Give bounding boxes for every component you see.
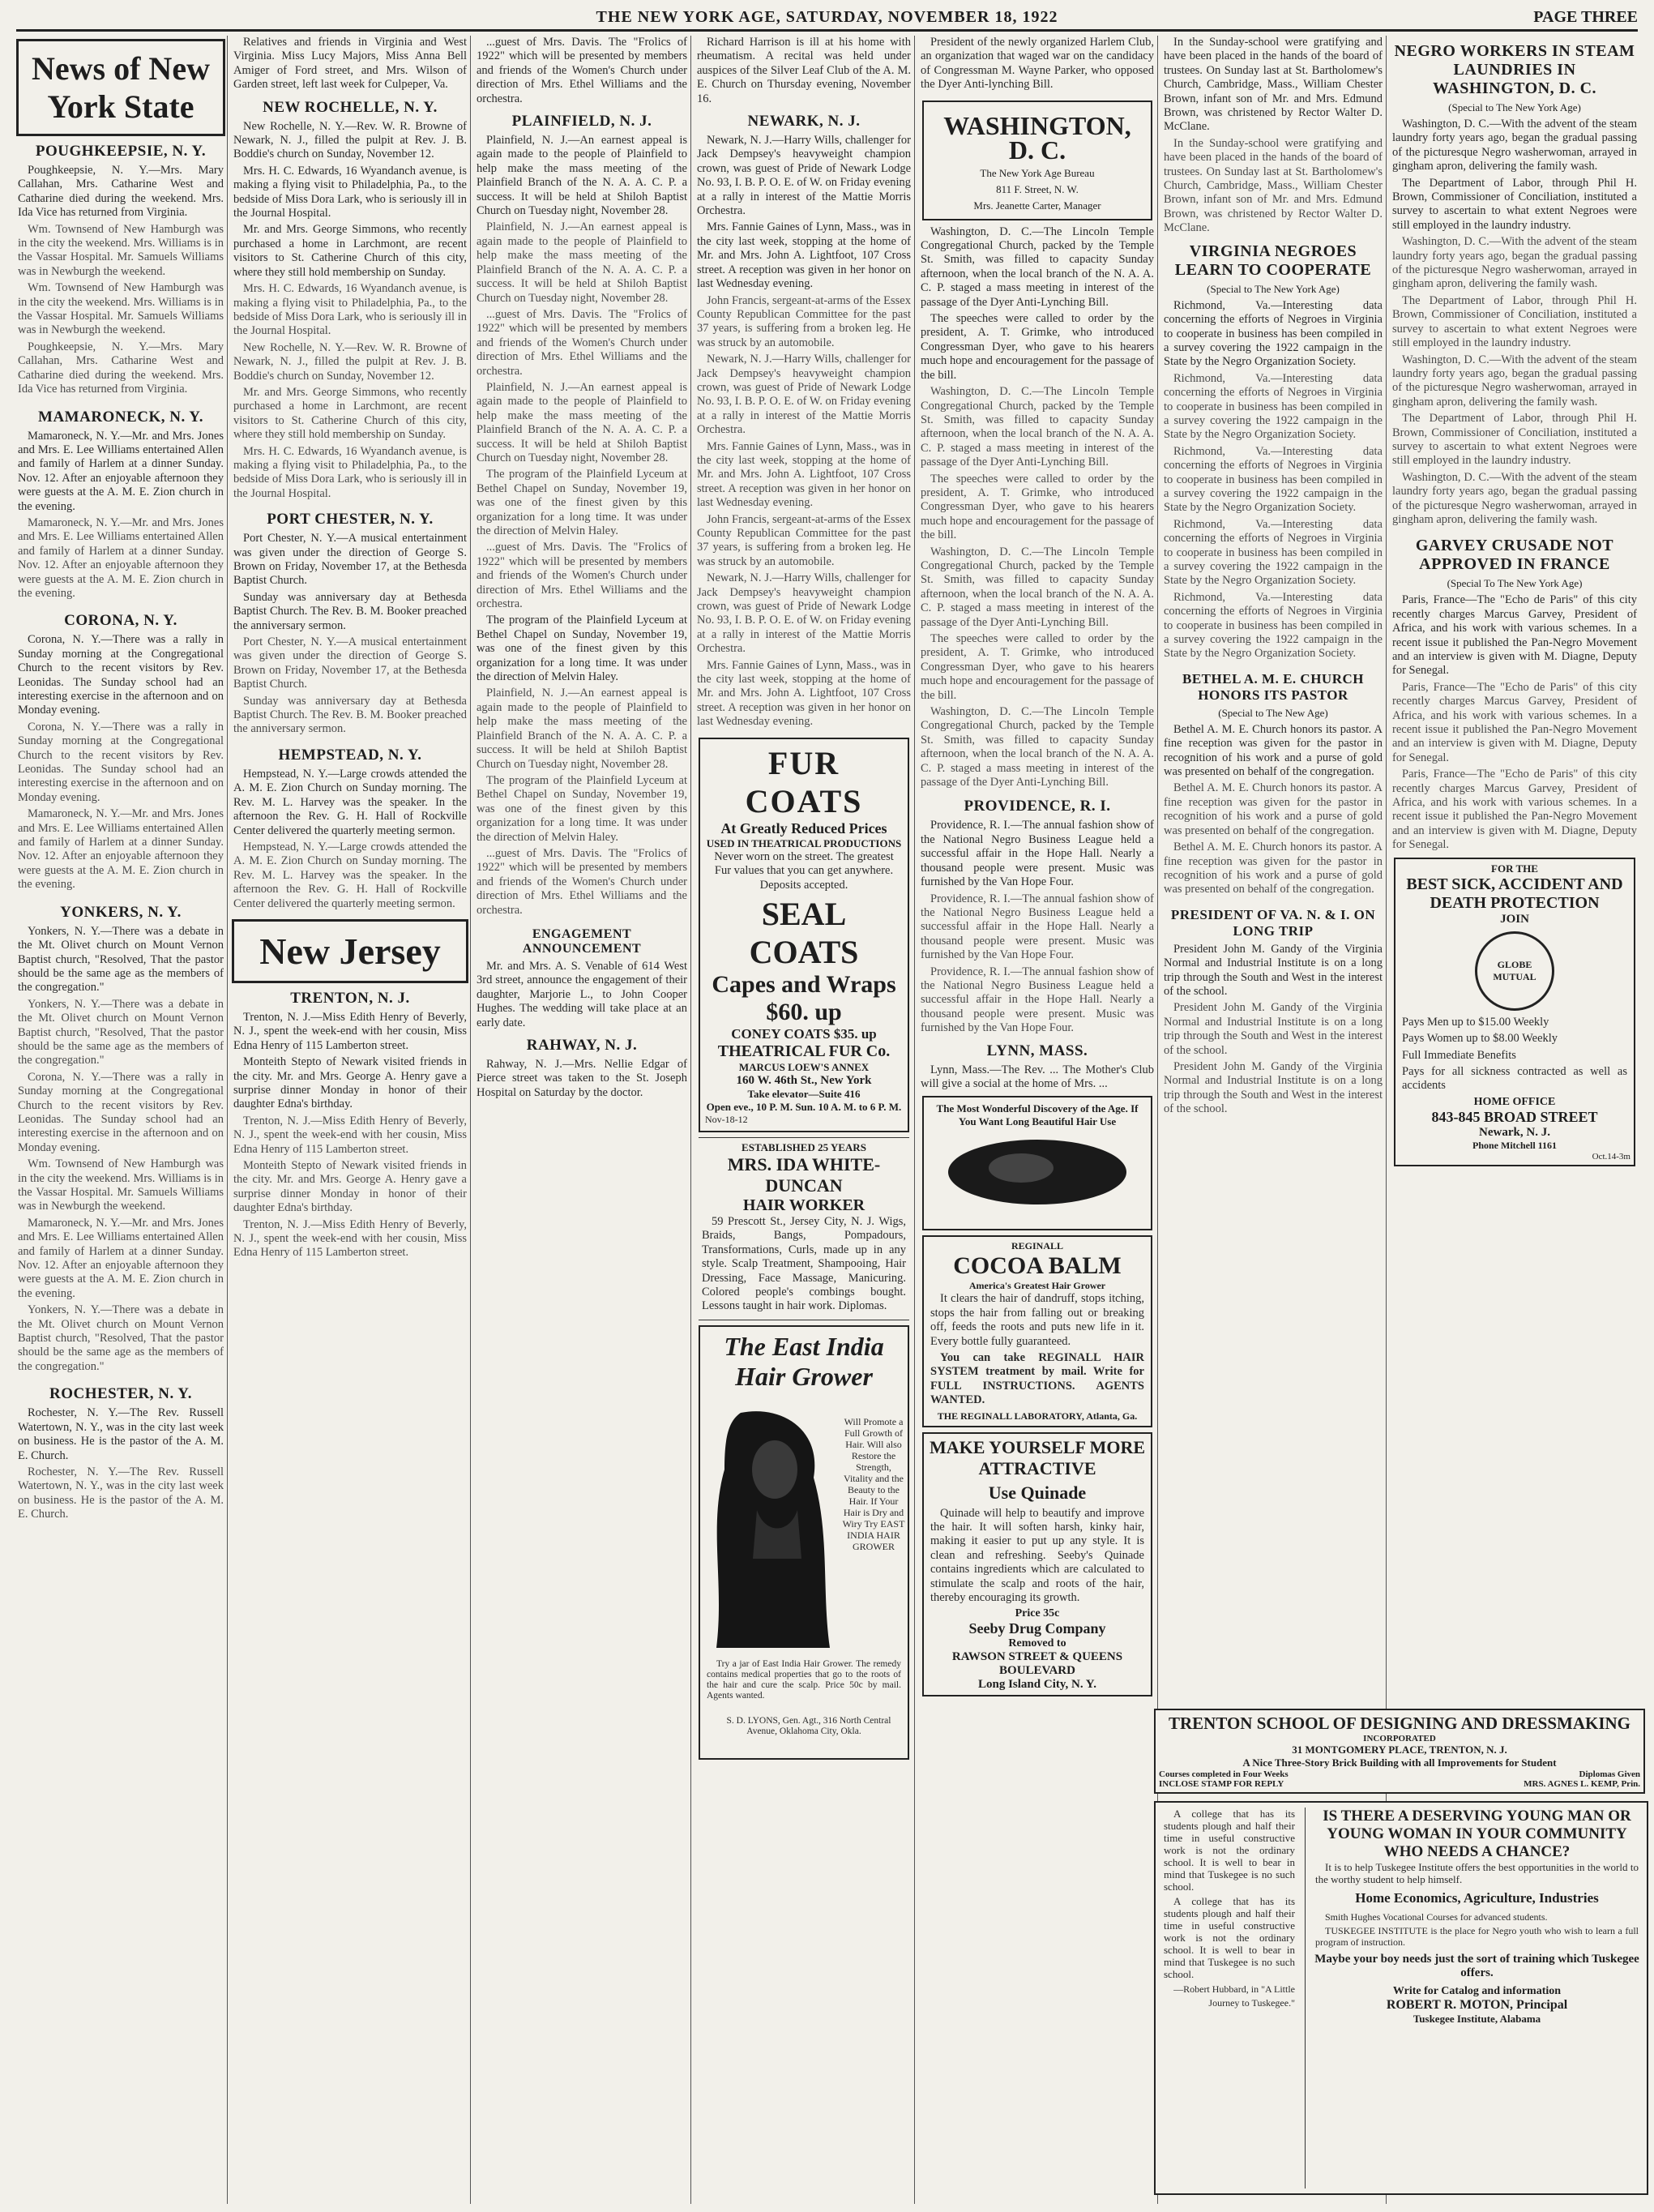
fur-elevator: Take elevator—Suite 416 — [747, 1087, 861, 1100]
article-washington-7: Washington, D. C.—The Lincoln Temple Congregational Church, packed by the Temple St. Smith, was filled to capacity Sunday afternoon, when the local branch of the N. A. A. C. P. staged a mass meeting in interest of the passage of the Dyer Anti-Lynching Bill. — [921, 705, 1154, 789]
tuskegee-section: Home Economics, Agriculture, Industries — [1355, 1890, 1599, 1906]
tuskegee-write: Write for Catalog and information — [1392, 1985, 1562, 1997]
article-washington-4: The speeches were called to order by the president, A. T. Grimke, who introduced Congressman Dyer, who gave to his hearers much hope and encouragement for the passage of the bill. — [921, 472, 1154, 542]
article-yonkers-5: Mamaroneck, N. Y.—Mr. and Mrs. Jones and Mrs. E. Lee Williams entertained Allen and family of Harlem at a dinner Sunday. Nov. 12. After an enjoyable afternoon they were guests at the A. M. E. Zion church in the evening. — [18, 1216, 224, 1300]
article-bethel-2: Bethel A. M. E. Church honors its pastor. A fine reception was given for the pastor in recognition of his work and a purse of gold was presented on behalf of the congregation. — [1164, 781, 1383, 837]
article-providence-2: Providence, R. I.—The annual fashion show of the National Negro Business League held a successful affair in the Hope Hall. Nearly a thousand people were present. Music was furnished by the Van Hope Four. — [921, 892, 1154, 962]
ad-tuskegee — [1154, 1801, 1648, 2195]
fur-address: 160 W. 46th St., New York — [736, 1073, 872, 1087]
quinade-body: Quinade will help to beautify and improve the hair. It will soften harsh, kinky hair, making it easier to put up any style. It is clean and refreshing. Seeby's Quinade contains ingredients which are calculated to stimulate the scalp and roots of the hair, thereby encouraging its growth. — [930, 1506, 1144, 1605]
article-col4-continued: Richard Harrison is ill at his home with rheumatism. A recital was held under auspices of the Silver Leaf Club of the A. M. E. Church on Thursday evening, November 16. — [697, 36, 911, 105]
cocoa-order: You can take REGINALL HAIR SYSTEM treatment by mail. Write for FULL INSTRUCTIONS. AGENTS WANTED. — [930, 1351, 1144, 1407]
heading-mamaroneck: MAMARONECK, N. Y. — [38, 408, 203, 426]
article-president-3: President John M. Gandy of the Virginia Normal and Industrial Institute is on a long trip through the South and West in the interest of the school. — [1164, 1059, 1383, 1116]
quinade-price: Price 35c — [1015, 1607, 1060, 1620]
ad-trenton-dressmaking — [1154, 1709, 1645, 1794]
article-yonkers-3: Corona, N. Y.—There was a rally in Sunday morning at the Congregational Church to the recent visitors by Rev. Leonidas. The Sunday school had an interesting exercise in the afternoon and on Monday evening. — [18, 1070, 224, 1154]
globe-seal-text: GLOBE MUTUAL — [1493, 958, 1536, 982]
article-hempstead-2: Hempstead, N. Y.—Large crowds attended the A. M. E. Zion Church on Sunday morning. The Rev. M. L. Harvey was the speaker. In the afternoon the Rev. G. H. Hall of Rockville Center delivered the quarterly meeting sermon. — [233, 840, 467, 910]
heading-newark: NEWARK, N. J. — [747, 113, 861, 130]
column-4 — [694, 36, 915, 2204]
article-plainfield-8: Plainfield, N. J.—An earnest appeal is again made to the people of Plainfield to help make the mass meeting of the Plainfield Branch of the N. A. A. C. P. a success. It will be held at Shiloh Baptist Church on Tuesday night, November 28. — [477, 687, 687, 771]
article-washington-1: Washington, D. C.—The Lincoln Temple Congregational Church, packed by the Temple St. Smith, was filled to capacity Sunday afternoon, when the local branch of the N. A. A. C. P. staged a mass meeting in interest of the passage of the Dyer Anti-Lynching Bill. — [921, 225, 1154, 309]
fur-capes-wraps: Capes and Wraps — [712, 970, 896, 998]
tuskegee-title: IS THERE A DESERVING YOUNG MAN OR YOUNG WOMAN IN YOUR COMMUNITY WHO NEEDS A CHANCE? — [1323, 1808, 1631, 1860]
heading-president: PRESIDENT OF VA. N. & I. ON LONG TRIP — [1170, 906, 1376, 939]
insurance-pay-men: Pays Men up to $15.00 Weekly — [1402, 1015, 1549, 1029]
ad-fur-coats — [699, 738, 909, 1132]
tuskegee-sign: ROBERT R. MOTON, Principal — [1386, 1998, 1568, 2012]
article-bethel-1: Bethel A. M. E. Church honors its pastor. A fine reception was given for the pastor in recognition of his work and a purse of gold was presented on behalf of the congregation. — [1164, 722, 1383, 779]
article-corona-1: Corona, N. Y.—There was a rally in Sunday morning at the Congregational Church to the recent visitors by Rev. Leonidas. The Sunday school had an interesting exercise in the afternoon and on Monday evening. — [18, 633, 224, 717]
article-rochester-2: Rochester, N. Y.—The Rev. Russell Watertown, N. Y., was in the city last week on business. He is the pastor of the A. M. E. Church. — [18, 1465, 224, 1521]
article-poughkeepsie-1: Poughkeepsie, N. Y.—Mrs. Mary Callahan, Mrs. Catharine West and Catharine died during the weekend. Mrs. Ida Vice has returned from Virginia. — [18, 164, 224, 220]
running-head-center: THE NEW YORK AGE, SATURDAY, NOVEMBER 18, 1922 — [596, 8, 1058, 26]
article-trenton-2: Monteith Stepto of Newark visited friends in the city. Mr. and Mrs. George A. Henry gave a surprise dinner Monday in honor of their daughter Edna's birthday. — [233, 1055, 467, 1111]
tuskegee-small-1: Smith Hughes Vocational Courses for advanced students. — [1325, 1911, 1548, 1923]
article-col2-continued: Relatives and friends in Virginia and West Virginia. Miss Lucy Majors, Miss Anna Bell Amiger of Ford street, and Mrs. Wilson of Garden street, left last week for Culpeper, Va. — [233, 36, 467, 92]
article-yonkers-6: Yonkers, N. Y.—There was a debate in the Mt. Olivet church on Mount Vernon Baptist church, "Resolved, That the pastor should be the same age as the members of the congregation." — [18, 1303, 224, 1373]
dress-inc: INCORPORATED — [1363, 1734, 1436, 1744]
article-newark-1: Newark, N. J.—Harry Wills, challenger for Jack Dempsey's heavyweight champion crown, was guest of Pride of Newark Lodge No. 93, I. B. P. O. E. of W. on Friday evening at a rally in interest of the Mattie Morris Orchestra. — [697, 134, 911, 218]
article-providence-3: Providence, R. I.—The annual fashion show of the National Negro Business League held a successful affair in the Hope Hall. Nearly a thousand people were present. Music was furnished by the Van Hope Four. — [921, 965, 1154, 1035]
article-garvey-1: Paris, France—The "Echo de Paris" of this city recently charges Marcus Garvey, President of Africa, and his work with various schemes. In a recent issue it published the Pan-Negro Movement and an interview is given with M. Diagne, Deputy for Senegal. — [1392, 593, 1637, 678]
article-garvey-2: Paris, France—The "Echo de Paris" of this city recently charges Marcus Garvey, President of Africa, and his work with various schemes. In a recent issue it published the Pan-Negro Movement and an interview is given with M. Diagne, Deputy for Senegal. — [1392, 680, 1637, 764]
news-of-nys-masthead: News of New York State — [16, 39, 225, 136]
article-newark-6: John Francis, sergeant-at-arms of the Essex County Republican Committee for the past 37 years, is suffering from a broken leg. He was struck by an automobile. — [697, 512, 911, 568]
fur-title: FUR COATS — [745, 744, 863, 819]
quinade-sub: Use Quinade — [988, 1482, 1087, 1503]
article-washington-5: Washington, D. C.—The Lincoln Temple Congregational Church, packed by the Temple St. Smith, was filled to capacity Sunday afternoon, when the local branch of the N. A. A. C. P. staged a mass meeting in interest of the passage of the Dyer Anti-Lynching Bill. — [921, 545, 1154, 629]
insurance-immediate: Full Immediate Benefits — [1402, 1048, 1516, 1062]
heading-yonkers: YONKERS, N. Y. — [60, 903, 182, 921]
article-poughkeepsie-4: Poughkeepsie, N. Y.—Mrs. Mary Callahan, Mrs. Catharine West and Catharine died during the weekend. Mrs. Ida Vice has returned from Virginia. — [18, 340, 224, 396]
article-washington-3: Washington, D. C.—The Lincoln Temple Congregational Church, packed by the Temple St. Smith, was filled to capacity Sunday afternoon, when the local branch of the N. A. A. C. P. staged a mass meeting in interest of the passage of the Dyer Anti-Lynching Bill. — [921, 385, 1154, 469]
ad-quinade — [922, 1432, 1152, 1697]
dress-courses: Courses completed in Four Weeks — [1159, 1769, 1289, 1779]
fur-line1: At Greatly Reduced Prices — [720, 819, 887, 836]
washington-header-box — [922, 101, 1152, 220]
east-india-fine: Try a jar of East India Hair Grower. The remedy contains medical properties that go to the roots of the hair and cure the scalp. Price 50c by mail. Agents wanted. — [707, 1658, 901, 1701]
tuskegee-body-1b: A college that has its students plough and half their time in useful constructive work is not the ordinary school. It is well to bear in mind that Tuskegee is no such school. — [1164, 1895, 1295, 1980]
virginia-sub: (Special to The New York Age) — [1207, 282, 1340, 295]
dress-principal: MRS. AGNES L. KEMP, Prin. — [1524, 1779, 1640, 1789]
garvey-sub: (Special To The New York Age) — [1447, 577, 1583, 590]
fur-coney: CONEY COATS $35. up — [731, 1025, 877, 1042]
east-india-title-2: Hair Grower — [735, 1361, 873, 1391]
article-plainfield-3: ...guest of Mrs. Davis. The "Frolics of 1922" which will be presented by members and friends of the Women's Church under direction of Mrs. Ethel Williams and the orchestra. — [477, 307, 687, 378]
ida-body: 59 Prescott St., Jersey City, N. J. Wigs, Braids, Bangs, Pompadours, Transformations, Curls, made up in any style. Scalp Treatment, Shampooing, Hair Dressing, Face Massage, Manicuring. Colored people's combings bought. Lessons taught in hair work. Diplomas. — [702, 1214, 906, 1313]
article-negro-workers-6: The Department of Labor, through Phil H. Brown, Commissioner of Conciliation, instituted a survey to ascertain to what extent Negroes were still employed in the laundry industry. — [1392, 412, 1637, 468]
column-1 — [15, 36, 228, 2204]
hair-wonder-text: The Most Wonderful Discovery of the Age. If You Want Long Beautiful Hair Use — [936, 1102, 1139, 1128]
fur-annex: MARCUS LOEW'S ANNEX — [738, 1060, 870, 1073]
article-plainfield-10: ...guest of Mrs. Davis. The "Frolics of 1922" which will be presented by members and friends of the Women's Church under direction of Mrs. Ethel Williams and the orchestra. — [477, 846, 687, 917]
fur-line2: USED IN THEATRICAL PRODUCTIONS — [706, 836, 902, 849]
heading-trenton: TRENTON, N. J. — [290, 989, 410, 1007]
insurance-address: 843-845 BROAD STREET — [1431, 1108, 1598, 1125]
cocoa-maker: THE REGINALL LABORATORY, Atlanta, Ga. — [937, 1410, 1138, 1422]
article-corona-2: Corona, N. Y.—There was a rally in Sunday morning at the Congregational Church to the recent visitors by Rev. Leonidas. The Sunday school had an interesting exercise in the afternoon and on Monday evening. — [18, 720, 224, 804]
cocoa-title: COCOA BALM — [953, 1252, 1122, 1280]
ida-established: ESTABLISHED 25 YEARS — [742, 1140, 866, 1153]
heading-washington: WASHINGTON, D. C. — [943, 110, 1131, 165]
heading-corona: CORONA, N. Y. — [64, 612, 177, 630]
article-trenton-1: Trenton, N. J.—Miss Edith Henry of Beverly, N. J., spent the week-end with her cousin, Miss Edna Henry of 115 Lamberton street. — [233, 1010, 467, 1052]
article-negro-workers-1: Washington, D. C.—With the advent of the steam laundry forty years ago, began the gradual passing of the picturesque Negro washerwoman, arrayed in gingham apron, delivering the family wash. — [1392, 118, 1637, 173]
article-rochester-1: Rochester, N. Y.—The Rev. Russell Watertown, N. Y., was in the city last week on business. He is the pastor of the A. M. E. Church. — [18, 1406, 224, 1462]
article-trenton-5: Trenton, N. J.—Miss Edith Henry of Beverly, N. J., spent the week-end with her cousin, Miss Edna Henry of 115 Lamberton street. — [233, 1217, 467, 1260]
article-poughkeepsie-3: Wm. Townsend of New Hamburgh was in the city the weekend. Mrs. Williams is in the Vassar Hospital. Mr. Samuels Williams was in Newburgh the weekend. — [18, 281, 224, 337]
washington-address: 811 F. Street, N. W. — [996, 182, 1079, 195]
heading-providence: PROVIDENCE, R. I. — [964, 798, 1111, 815]
insurance-phone: Phone Mitchell 1161 — [1472, 1139, 1557, 1151]
article-col6-2: In the Sunday-school were gratifying and have been placed in the hands of the board of trustees. On Sunday last at St. Bartholomew's Church, Cambridge, Mass., William Chester Brown, infant son of Mr. and Mrs. Edmund Brown, was christened by Rector Walter D. McClane. — [1164, 136, 1383, 235]
woman-portrait-illustration — [708, 1405, 838, 1648]
article-plainfield-4: Plainfield, N. J.—An earnest appeal is again made to the people of Plainfield to help make the mass meeting of the Plainfield Branch of the N. A. A. C. P. a success. It will be held at Shiloh Baptist Church on Tuesday night, November 28. — [477, 380, 687, 464]
heading-poughkeepsie: POUGHKEEPSIE, N. Y. — [35, 143, 207, 160]
bethel-sub: (Special to The New Age) — [1218, 706, 1328, 719]
article-trenton-4: Monteith Stepto of Newark visited friends in the city. Mr. and Mrs. George A. Henry gave a surprise dinner Monday in honor of their daughter Edna's birthday. — [233, 1159, 467, 1215]
quinade-maker: Seeby Drug Company — [968, 1620, 1106, 1637]
article-new-rochelle-7: Mrs. H. C. Edwards, 16 Wyandanch avenue, is making a flying visit to Philadelphia, Pa., to the bedside of Miss Dora Lark, who is seriously ill in the Journal Hospital. — [233, 444, 467, 500]
fur-date: Nov-18-12 — [705, 1113, 748, 1125]
cocoa-body: It clears the hair of dandruff, stops itching, stops the hair from falling out or breaking off, feeds the roots and puts new life in it. Every bottle fully guaranteed. — [930, 1292, 1144, 1348]
article-port-chester-4: Sunday was anniversary day at Bethesda Baptist Church. The Rev. B. M. Booker preached the anniversary sermon. — [233, 694, 467, 736]
quinade-removed: Removed to — [1008, 1637, 1066, 1650]
article-washington-2: The speeches were called to order by the president, A. T. Grimke, who introduced Congressman Dyer, who gave to his hearers much hope and encouragement for the passage of the bill. — [921, 312, 1154, 382]
tuskegee-small-2: TUSKEGEE INSTITUTE is the place for Negro youth who wish to learn a full program of instruction. — [1315, 1925, 1639, 1948]
article-washington-6: The speeches were called to order by the president, A. T. Grimke, who introduced Congressman Dyer, who gave to his hearers much hope and encouragement for the passage of the bill. — [921, 632, 1154, 702]
quinade-city: Long Island City, N. Y. — [977, 1678, 1097, 1692]
article-hempstead-1: Hempstead, N. Y.—Large crowds attended the A. M. E. Zion Church on Sunday morning. The Rev. M. L. Harvey was the speaker. In the afternoon the Rev. G. H. Hall of Rockville Center delivered the quarterly meeting sermon. — [233, 767, 467, 837]
dress-address: 31 MONTGOMERY PLACE, TRENTON, N. J. — [1292, 1744, 1507, 1756]
article-rahway-1: Rahway, N. J.—Mrs. Nellie Edgar of Pierce street was taken to the St. Joseph Hospital on Saturday by the doctor. — [477, 1058, 687, 1099]
heading-virginia: VIRGINIA NEGROES LEARN TO COOPERATE — [1174, 242, 1372, 279]
heading-negro-workers: NEGRO WORKERS IN STEAM LAUNDRIES IN WASHINGTON, D. C. — [1394, 42, 1635, 97]
article-port-chester-1: Port Chester, N. Y.—A musical entertainment was given under the direction of George S. Brown on Friday, November 17, at the Bethesda Baptist Church. — [233, 532, 467, 588]
article-newark-7: Newark, N. J.—Harry Wills, challenger for Jack Dempsey's heavyweight champion crown, was guest of Pride of Newark Lodge No. 93, I. B. P. O. E. of W. on Friday evening at a rally in interest of the Mattie Morris Orchestra. — [697, 571, 911, 656]
insurance-for: FOR THE — [1491, 862, 1538, 875]
tuskegee-body-2: It is to help Tuskegee Institute offers the best opportunities in the world to the worthy student to help himself. — [1315, 1861, 1639, 1885]
article-president-2: President John M. Gandy of the Virginia Normal and Industrial Institute is on a long trip through the South and West in the interest of the school. — [1164, 1001, 1383, 1057]
heading-rahway: RAHWAY, N. J. — [526, 1037, 638, 1054]
article-newark-2: Mrs. Fannie Gaines of Lynn, Mass., was in the city last week, stopping at the home of Mr. and Mrs. John A. Lightfoot, 107 Cross street. A reception was given in her honor on last Wednesday evening. — [697, 220, 911, 291]
ad-ida-white-duncan — [699, 1137, 909, 1320]
article-plainfield-9: The program of the Plainfield Lyceum at Bethel Chapel on Sunday, November 19, was one of the finest given by this organization for a long time. It was under the direction of Melvin Haley. — [477, 773, 687, 844]
ad-east-india — [699, 1325, 909, 1760]
ida-name: MRS. IDA WHITE-DUNCAN — [727, 1153, 881, 1196]
article-new-rochelle-1: New Rochelle, N. Y.—Rev. W. R. Browne of Newark, N. J., filled the pulpit at Rev. J. B. Boddie's church on Sunday, November 12. — [233, 119, 467, 161]
article-virginia-5: Richmond, Va.—Interesting data concerning the efforts of Negroes in Virginia to cooperate in business has been compiled in a survey covering the 1922 campaign in the State by the Negro Organization Society. — [1164, 590, 1383, 661]
dress-diplomas: Diplomas Given — [1579, 1769, 1640, 1779]
insurance-city: Newark, N. J. — [1479, 1125, 1550, 1139]
article-new-rochelle-3: Mr. and Mrs. George Simmons, who recently purchased a home in Larchmont, are recent visitors to St. Catherine Church of this city, where they still hold membership on Sunday. — [233, 223, 467, 279]
article-mamaroneck-2: Mamaroneck, N. Y.—Mr. and Mrs. Jones and Mrs. E. Lee Williams entertained Allen and family of Harlem at a dinner Sunday. Nov. 12. After an enjoyable afternoon they were guests at the A. M. E. Zion church in the evening. — [18, 516, 224, 600]
article-plainfield-7: The program of the Plainfield Lyceum at Bethel Chapel on Sunday, November 19, was one of the finest given by this organization for a long time. It was under the direction of Melvin Haley. — [477, 614, 687, 684]
page-number: PAGE THREE — [1533, 8, 1638, 26]
article-lynn-1: Lynn, Mass.—The Rev. ... The Mother's Club will give a social at the home of Mrs. ... — [921, 1063, 1154, 1090]
cocoa-sub: America's Greatest Hair Grower — [968, 1280, 1106, 1292]
negro-workers-sub: (Special to The New York Age) — [1448, 101, 1581, 113]
ad-hair-wonder — [922, 1096, 1152, 1230]
article-garvey-3: Paris, France—The "Echo de Paris" of this city recently charges Marcus Garvey, President of Africa, and his work with various schemes. In a recent issue it published the Pan-Negro Movement and an interview is given with M. Diagne, Deputy for Senegal. — [1392, 768, 1637, 852]
article-col3-continued: ...guest of Mrs. Davis. The "Frolics of 1922" which will be presented by members and friends of the Women's Church under direction of Mrs. Ethel Williams and the orchestra. — [477, 36, 687, 105]
dress-building: A Nice Three-Story Brick Building with all Improvements for Student — [1242, 1756, 1557, 1769]
article-poughkeepsie-2: Wm. Townsend of New Hamburgh was in the city the weekend. Mrs. Williams is in the Vassar Hospital. Mr. Samuels Williams was in Newburgh the weekend. — [18, 222, 224, 278]
insurance-join: JOIN — [1500, 912, 1529, 926]
article-plainfield-1: Plainfield, N. J.—An earnest appeal is again made to the people of Plainfield to help make the mass meeting of the Plainfield Branch of the N. A. A. C. P. a success. It will be held at Shiloh Baptist Church on Tuesday night, November 28. — [477, 134, 687, 218]
article-providence-1: Providence, R. I.—The annual fashion show of the National Negro Business League held a successful affair in the Hope Hall. Nearly a thousand people were present. Music was furnished by the Van Hope Four. — [921, 819, 1154, 889]
fur-line3: Never worn on the street. The greatest Fur values that you can get anywhere. Deposits accepted. — [714, 849, 894, 892]
article-newark-5: Mrs. Fannie Gaines of Lynn, Mass., was in the city last week, stopping at the home of Mr. and Mrs. John A. Lightfoot, 107 Cross street. A reception was given in her honor on last Wednesday evening. — [697, 439, 911, 510]
ad-insurance — [1394, 858, 1635, 1166]
running-head — [16, 6, 1638, 32]
article-newark-3: John Francis, sergeant-at-arms of the Essex County Republican Committee for the past 37 years, is suffering from a broken leg. He was struck by an automobile. — [697, 293, 911, 349]
article-negro-workers-2: The Department of Labor, through Phil H. Brown, Commissioner of Conciliation, instituted a survey to ascertain to what extent Negroes were still employed in the laundry industry. — [1392, 176, 1637, 232]
hair-illustration — [932, 1132, 1143, 1213]
article-yonkers-1: Yonkers, N. Y.—There was a debate in the Mt. Olivet church on Mount Vernon Baptist church, "Resolved, That the pastor should be the same age as the members of the congregation." — [18, 924, 224, 995]
heading-lynn: LYNN, MASS. — [986, 1042, 1088, 1059]
globe-seal — [1475, 931, 1554, 1011]
heading-new-rochelle: NEW ROCHELLE, N. Y. — [263, 98, 438, 116]
heading-rochester: ROCHESTER, N. Y. — [49, 1385, 193, 1403]
column-3 — [473, 36, 691, 2204]
article-plainfield-2: Plainfield, N. J.—An earnest appeal is again made to the people of Plainfield to help make the mass meeting of the Plainfield Branch of the N. A. A. C. P. a success. It will be held at Shiloh Baptist Church on Tuesday night, November 28. — [477, 220, 687, 305]
new-jersey-masthead: New Jersey — [232, 919, 468, 983]
fur-price: $60. up — [766, 998, 842, 1025]
fur-company: THEATRICAL FUR Co. — [717, 1042, 891, 1060]
heading-bethel: BETHEL A. M. E. CHURCH HONORS ITS PASTOR — [1182, 670, 1364, 703]
article-new-rochelle-6: Mr. and Mrs. George Simmons, who recently purchased a home in Larchmont, are recent visitors to St. Catherine Church of this city, where they still hold membership on Sunday. — [233, 385, 467, 442]
article-virginia-4: Richmond, Va.—Interesting data concerning the efforts of Negroes in Virginia to cooperate in business has been compiled in a survey covering the 1922 campaign in the State by the Negro Organization Society. — [1164, 517, 1383, 588]
insurance-pay-women: Pays Women up to $8.00 Weekly — [1402, 1032, 1558, 1046]
dress-title: TRENTON SCHOOL OF DESIGNING AND DRESSMAKING — [1168, 1714, 1631, 1733]
tuskegee-place: Tuskegee Institute, Alabama — [1413, 2013, 1541, 2025]
ad-cocoa-balm — [922, 1235, 1152, 1427]
article-bethel-3: Bethel A. M. E. Church honors its pastor. A fine reception was given for the pastor in recognition of his work and a purse of gold was presented on behalf of the congregation. — [1164, 841, 1383, 896]
insurance-date: Oct.14-3m — [1592, 1151, 1630, 1162]
article-yonkers-4: Wm. Townsend of New Hamburgh was in the city the weekend. Mrs. Williams is in the Vassar Hospital. Mr. Samuels Williams was in Newburgh the weekend. — [18, 1157, 224, 1213]
article-virginia-2: Richmond, Va.—Interesting data concerning the efforts of Negroes in Virginia to cooperate in business has been compiled in a survey covering the 1922 campaign in the State by the Negro Organization Society. — [1164, 371, 1383, 442]
article-mamaroneck-1: Mamaroneck, N. Y.—Mr. and Mrs. Jones and Mrs. E. Lee Williams entertained Allen and family of Harlem at a dinner Sunday. Nov. 12. After an enjoyable afternoon they were guests at the A. M. E. Zion church in the evening. — [18, 429, 224, 513]
article-negro-workers-4: The Department of Labor, through Phil H. Brown, Commissioner of Conciliation, instituted a survey to ascertain to what extent Negroes were still employed in the laundry industry. — [1392, 293, 1637, 350]
fur-hours: Open eve., 10 P. M. Sun. 10 A. M. to 6 P. M. — [706, 1100, 902, 1113]
cocoa-top: REGINALL — [1011, 1240, 1063, 1252]
tuskegee-body-1: A college that has its students plough and half their time in useful constructive work is not the ordinary school. It is well to bear in mind that Tuskegee is no such school. — [1164, 1808, 1295, 1893]
column-2 — [230, 36, 471, 2204]
article-negro-workers-5: Washington, D. C.—With the advent of the steam laundry forty years ago, began the gradual passing of the picturesque Negro washerwoman, arrayed in gingham apron, delivering the family wash. — [1392, 353, 1637, 409]
article-port-chester-3: Port Chester, N. Y.—A musical entertainment was given under the direction of George S. Brown on Friday, November 17, at the Bethesda Baptist Church. — [233, 635, 467, 691]
article-new-rochelle-5: New Rochelle, N. Y.—Rev. W. R. Browne of Newark, N. J., filled the pulpit at Rev. J. B. Boddie's church on Sunday, November 12. — [233, 340, 467, 383]
article-negro-workers-3: Washington, D. C.—With the advent of the steam laundry forty years ago, began the gradual passing of the picturesque Negro washerwoman, arrayed in gingham apron, delivering the family wash. — [1392, 235, 1637, 291]
insurance-office: HOME OFFICE — [1473, 1095, 1556, 1108]
east-india-body: Will Promote a Full Growth of Hair. Will also Restore the Strength, Vitality and the Beauty to the Hair. If Your Hair is Dry and Wiry Try EAST INDIA HAIR GROWER — [842, 1415, 905, 1552]
quinade-street: RAWSON STREET & QUEENS BOULEVARD — [951, 1650, 1123, 1678]
insurance-title: BEST SICK, ACCIDENT AND DEATH PROTECTION — [1406, 875, 1623, 912]
article-new-rochelle-4: Mrs. H. C. Edwards, 16 Wyandanch avenue, is making a flying visit to Philadelphia, Pa., to the bedside of Miss Dora Lark, who is seriously ill in the Journal Hospital. — [233, 282, 467, 338]
heading-plainfield: PLAINFIELD, N. J. — [511, 113, 652, 130]
article-newark-8: Mrs. Fannie Gaines of Lynn, Mass., was in the city last week, stopping at the home of Mr. and Mrs. John A. Lightfoot, 107 Cross street. A reception was given in her honor on last Wednesday evening. — [697, 658, 911, 729]
washington-manager: Mrs. Jeanette Carter, Manager — [973, 199, 1101, 212]
quinade-title: MAKE YOURSELF MORE ATTRACTIVE — [929, 1436, 1146, 1478]
article-president-1: President John M. Gandy of the Virginia Normal and Industrial Institute is on a long trip through the South and West in the interest of the school. — [1164, 942, 1383, 998]
dress-stamp: INCLOSE STAMP FOR REPLY — [1159, 1779, 1284, 1789]
article-plainfield-6: ...guest of Mrs. Davis. The "Frolics of 1922" which will be presented by members and friends of the Women's Church under direction of Mrs. Ethel Williams and the orchestra. — [477, 541, 687, 611]
article-port-chester-2: Sunday was anniversary day at Bethesda Baptist Church. The Rev. B. M. Booker preached the anniversary sermon. — [233, 590, 467, 632]
article-corona-3: Mamaroneck, N. Y.—Mr. and Mrs. Jones and Mrs. E. Lee Williams entertained Allen and family of Harlem at a dinner Sunday. Nov. 12. After an enjoyable afternoon they were guests at the A. M. E. Zion church in the evening. — [18, 807, 224, 892]
heading-garvey: GARVEY CRUSADE NOT APPROVED IN FRANCE — [1415, 537, 1614, 574]
article-virginia-1: Richmond, Va.—Interesting data concerning the efforts of Negroes in Virginia to cooperate in business has been compiled in a survey covering the 1922 campaign in the State by the Negro Organization Society. — [1164, 298, 1383, 369]
east-india-address: S. D. LYONS, Gen. Agt., 316 North Central Avenue, Oklahoma City, Okla. — [726, 1715, 891, 1736]
article-yonkers-2: Yonkers, N. Y.—There was a debate in the Mt. Olivet church on Mount Vernon Baptist church, "Resolved, That the pastor should be the same age as the members of the congregation." — [18, 997, 224, 1067]
article-engagement-1: Mr. and Mrs. A. S. Venable of 614 West 3rd street, announce the engagement of their daughter, Marjorie L., to John Cooper Hughes. The wedding will take place at an early date. — [477, 959, 687, 1029]
heading-port-chester: PORT CHESTER, N. Y. — [267, 511, 434, 528]
heading-hempstead: HEMPSTEAD, N. Y. — [278, 746, 422, 764]
washington-bureau: The New York Age Bureau — [980, 166, 1095, 179]
article-virginia-3: Richmond, Va.—Interesting data concerning the efforts of Negroes in Virginia to cooperate in business has been compiled in a survey covering the 1922 campaign in the State by the Negro Organization Society. — [1164, 444, 1383, 515]
article-col6-continued: In the Sunday-school were gratifying and have been placed in the hands of the board of trustees. On Sunday last at St. Bartholomew's Church, Cambridge, Mass., William Chester Brown, infant son of Mr. and Mrs. Edmund Brown, was christened by Rector Walter D. McClane. — [1164, 36, 1383, 134]
article-trenton-3: Trenton, N. J.—Miss Edith Henry of Beverly, N. J., spent the week-end with her cousin, Miss Edna Henry of 115 Lamberton street. — [233, 1114, 467, 1156]
article-new-rochelle-2: Mrs. H. C. Edwards, 16 Wyandanch avenue, is making a flying visit to Philadelphia, Pa., to the bedside of Miss Dora Lark, who is seriously ill in the Journal Hospital. — [233, 164, 467, 220]
article-newark-4: Newark, N. J.—Harry Wills, challenger for Jack Dempsey's heavyweight champion crown, was guest of Pride of Newark Lodge No. 93, I. B. P. O. E. of W. on Friday evening at a rally in interest of the Mattie Morris Orchestra. — [697, 353, 911, 437]
insurance-sickness: Pays for all sickness contracted as well as accidents — [1402, 1064, 1627, 1093]
east-india-title-1: The East India — [724, 1331, 884, 1361]
ida-title: HAIR WORKER — [742, 1196, 865, 1214]
column-5 — [917, 36, 1158, 2204]
article-plainfield-5: The program of the Plainfield Lyceum at Bethel Chapel on Sunday, November 19, was one of the finest given by this organization for a long time. It was under the direction of Melvin Haley. — [477, 468, 687, 537]
fur-seal-coats: SEAL COATS — [749, 895, 859, 970]
article-col5-continued: President of the newly organized Harlem Club, an organization that waged war on the candidacy of Congressman M. Wayne Parker, who opposed the Dyer Anti-lynching Bill. — [921, 36, 1154, 92]
heading-engagement: ENGAGEMENT ANNOUNCEMENT — [522, 926, 642, 956]
article-negro-workers-7: Washington, D. C.—With the advent of the steam laundry forty years ago, began the gradual passing of the picturesque Negro washerwoman, arrayed in gingham apron, delivering the family wash. — [1392, 470, 1637, 526]
tuskegee-call: Maybe your boy needs just the sort of training which Tuskegee offers. — [1314, 1953, 1639, 1979]
tuskegee-quote: —Robert Hubbard, in "A Little Journey to Tuskegee." — [1173, 1983, 1295, 2009]
